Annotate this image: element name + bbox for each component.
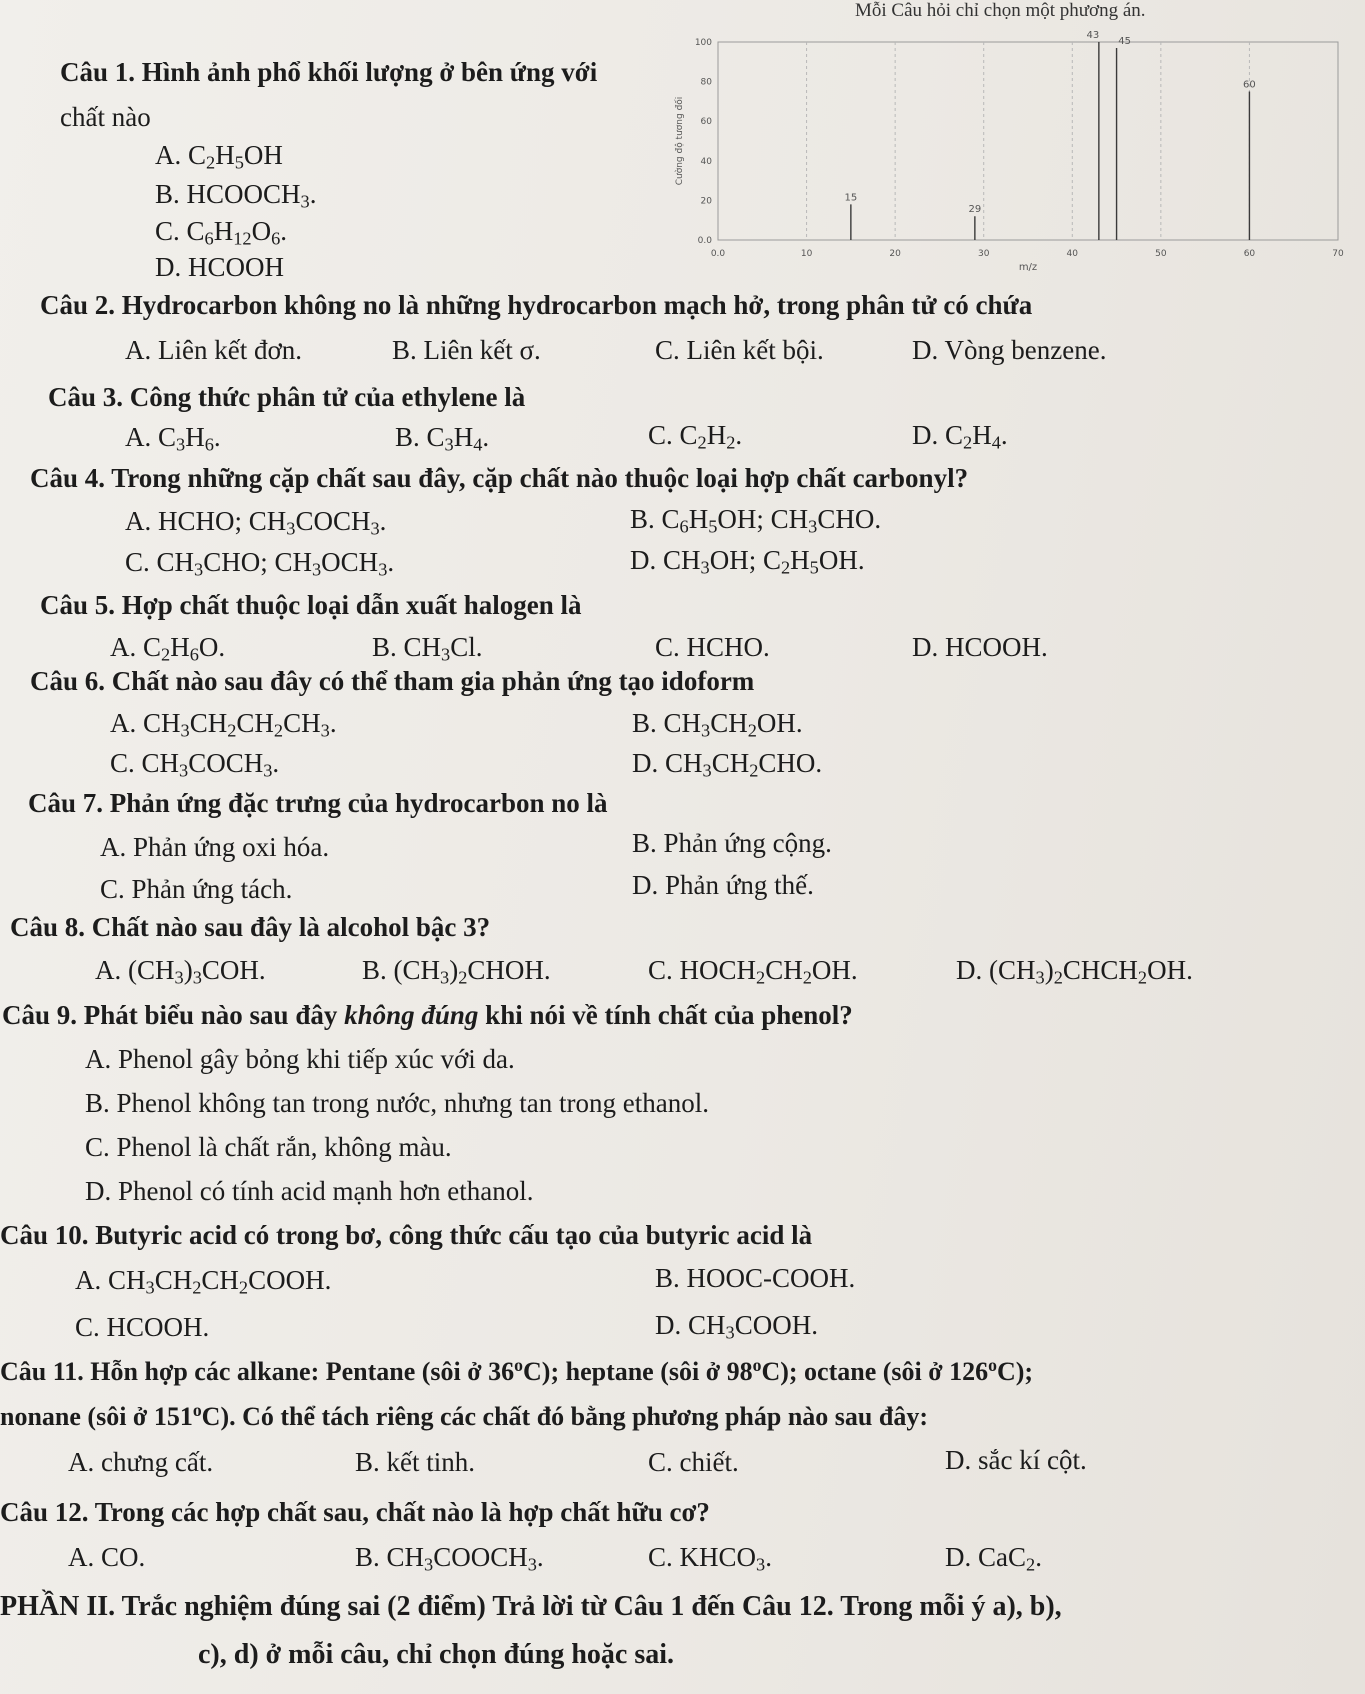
question-11-stem-line-2: nonane (sôi ở 151$^o$C). Có thể tách riêng các chất đó bằng phương pháp nào sau đây:: [0, 1400, 928, 1431]
question-2-option-c[interactable]: C. Liên kết bội.: [655, 335, 824, 365]
question-5-option-c[interactable]: C. HCHO.: [655, 632, 770, 662]
question-4-option-a[interactable]: A. HCHO; $CH_3COCH_3$.: [125, 506, 387, 539]
question-11-option-b[interactable]: B. kết tinh.: [355, 1447, 475, 1477]
part-2-instruction: c), d) ở mỗi câu, chỉ chọn đúng hoặc sai.: [198, 1639, 674, 1670]
question-4-option-d[interactable]: D. $CH_3OH$; $C_2H_5OH$.: [630, 545, 865, 578]
x-tick-label: 60: [1243, 249, 1256, 259]
question-5-option-b[interactable]: B. $CH_3Cl$.: [372, 632, 483, 665]
page-header: Mỗi Câu hỏi chỉ chọn một phương án.: [855, 0, 1146, 21]
peak-label: 29: [968, 204, 982, 216]
question-1-stem-line-1: [60, 55, 597, 89]
question-6-option-c[interactable]: C. $CH_3COCH_3$.: [110, 748, 280, 781]
question-6-stem: Câu 6. Chất nào sau đây có thể tham gia phản ứng tạo idoform: [30, 666, 755, 696]
y-tick-label: 100: [694, 38, 712, 48]
x-tick-label: 20: [889, 249, 901, 259]
question-2-option-a[interactable]: A. Liên kết đơn.: [125, 335, 302, 365]
y-tick-label: 20: [700, 196, 712, 207]
question-12-stem: Câu 12. Trong các hợp chất sau, chất nào là hợp chất hữu cơ?: [0, 1497, 710, 1527]
question-7-option-d[interactable]: D. Phản ứng thế.: [632, 870, 814, 900]
plot-frame: [718, 42, 1338, 240]
question-6-option-b[interactable]: B. $CH_3CH_2OH$.: [632, 708, 803, 741]
question-4-stem: Câu 4. Trong những cặp chất sau đây, cặp chất nào thuộc loại hợp chất carbonyl?: [30, 463, 969, 493]
question-6-option-a[interactable]: A. $CH_3CH_2CH_2CH_3$.: [110, 708, 337, 741]
question-12-option-c[interactable]: C. $KHCO_3$.: [648, 1542, 772, 1575]
question-4-option-c[interactable]: C. $CH_3CHO$; $CH_3OCH_3$.: [125, 547, 395, 580]
question-12-option-b[interactable]: B. $CH_3COOCH_3$.: [355, 1542, 544, 1575]
question-9-option-c[interactable]: C. Phenol là chất rắn, không màu.: [85, 1132, 452, 1162]
question-8-option-a[interactable]: A. $(CH_3)_3COH$.: [95, 955, 266, 988]
question-8-option-c[interactable]: C. $HOCH_2CH_2OH$.: [648, 955, 858, 988]
question-8-option-b[interactable]: B. $(CH_3)_2CHOH$.: [362, 955, 551, 988]
peak-label: 15: [844, 192, 858, 204]
x-tick-label: 70: [1332, 249, 1344, 259]
x-tick-label: 0.0: [710, 249, 726, 259]
question-3-option-c[interactable]: C. $C_2H_2$.: [648, 420, 743, 453]
question-9-stem: Câu 9. Phát biểu nào sau đây không đúng khi nói về tính chất của phenol?: [2, 1000, 853, 1030]
question-4-option-b[interactable]: B. $C_6H_5OH$; $CH_3CHO$.: [630, 504, 882, 537]
peak-label: 45: [1118, 35, 1131, 47]
question-1-option-d[interactable]: D. HCOOH: [155, 252, 285, 282]
x-tick-label: 10: [800, 249, 813, 259]
question-5-option-d[interactable]: D. HCOOH.: [912, 632, 1048, 662]
question-11-option-d[interactable]: D. sắc kí cột.: [945, 1445, 1087, 1475]
question-5-stem: Câu 5. Hợp chất thuộc loại dẫn xuất halogen là: [40, 590, 582, 620]
question-11-stem-line-1: Câu 11. Hỗn hợp các alkane: Pentane (sôi ở 36$^o$C); heptane (sôi ở 98$^o$C); octane (sôi ở 126$^o$C);: [0, 1355, 1034, 1386]
question-7-option-a[interactable]: A. Phản ứng oxi hóa.: [100, 832, 330, 862]
y-tick-label: 80: [700, 77, 712, 88]
question-3-option-b[interactable]: B. $C_3H_4$.: [395, 422, 490, 455]
question-11-option-c[interactable]: C. chiết.: [648, 1447, 739, 1477]
part-2-heading: PHẦN II. Trắc nghiệm đúng sai (2 điểm) Trả lời từ Câu 1 đến Câu 12. Trong mỗi ý a), b),: [0, 1591, 1062, 1622]
question-10-option-a[interactable]: A. $CH_3CH_2CH_2COOH$.: [75, 1265, 332, 1298]
question-5-option-a[interactable]: A. $C_2H_6O$.: [110, 632, 226, 665]
question-8-option-d[interactable]: D. $(CH_3)_2CHCH_2OH$.: [956, 955, 1193, 988]
question-3-option-a[interactable]: A. $C_3H_6$.: [125, 422, 221, 455]
question-1-option-b[interactable]: B. $HCOOCH_3$.: [155, 179, 317, 212]
question-7-option-b[interactable]: B. Phản ứng cộng.: [632, 828, 832, 858]
x-tick-label: 30: [977, 249, 990, 259]
question-9-option-b[interactable]: B. Phenol không tan trong nước, nhưng tan trong ethanol.: [85, 1088, 709, 1118]
question-6-option-d[interactable]: D. $CH_3CH_2CHO$.: [632, 748, 823, 781]
question-3-stem: Câu 3. Công thức phân tử của ethylene là: [48, 382, 526, 412]
question-1-option-a[interactable]: A. $C_2H_5OH$: [155, 140, 283, 173]
question-10-option-d[interactable]: D. $CH_3COOH$.: [655, 1310, 818, 1343]
question-7-option-c[interactable]: C. Phản ứng tách.: [100, 874, 293, 904]
question-10-option-c[interactable]: C. HCOOH.: [75, 1312, 210, 1342]
x-axis-label: m/z: [1018, 262, 1038, 273]
y-tick-label: 40: [700, 156, 712, 167]
question-12-option-a[interactable]: A. CO.: [68, 1542, 146, 1572]
y-tick-label: 60: [700, 117, 712, 128]
question-8-stem: Câu 8. Chất nào sau đây là alcohol bậc 3?: [10, 912, 491, 942]
question-10-option-b[interactable]: B. HOOC-COOH.: [655, 1263, 856, 1293]
peak-label: 60: [1243, 79, 1256, 91]
question-1-option-c[interactable]: C. $C_6H_{12}O_6$.: [155, 216, 288, 249]
x-tick-label: 40: [1066, 249, 1079, 259]
peak-label: 43: [1086, 30, 1100, 41]
x-tick-label: 50: [1155, 249, 1167, 259]
mass-spectrum-chart: [668, 28, 1358, 274]
mass-spectrum-svg: [668, 28, 1358, 274]
question-9-option-a[interactable]: A. Phenol gây bỏng khi tiếp xúc với da.: [85, 1044, 515, 1074]
question-11-option-a[interactable]: A. chưng cất.: [68, 1447, 214, 1477]
question-3-option-d[interactable]: D. $C_2H_4$.: [912, 420, 1008, 453]
question-7-stem: Câu 7. Phản ứng đặc trưng của hydrocarbon no là: [28, 788, 608, 818]
question-9-option-d[interactable]: D. Phenol có tính acid mạnh hơn ethanol.: [85, 1176, 534, 1206]
y-axis-label: Cường độ tương đối: [675, 96, 685, 186]
question-1-stem: Câu 1. Hình ảnh phổ khối lượng ở bên ứng với: [60, 57, 598, 87]
question-2-option-d[interactable]: D. Vòng benzene.: [912, 335, 1107, 365]
question-10-stem: Câu 10. Butyric acid có trong bơ, công thức cấu tạo của butyric acid là: [0, 1220, 813, 1250]
question-2-stem: Câu 2. Hydrocarbon không no là những hydrocarbon mạch hở, trong phân tử có chứa: [40, 290, 1033, 320]
question-1-stem-line-2: chất nào: [60, 102, 151, 132]
question-12-option-d[interactable]: D. CaC$_2$.: [945, 1542, 1042, 1575]
y-tick-label: 0.0: [697, 236, 712, 246]
question-2-option-b[interactable]: B. Liên kết σ.: [392, 335, 541, 365]
